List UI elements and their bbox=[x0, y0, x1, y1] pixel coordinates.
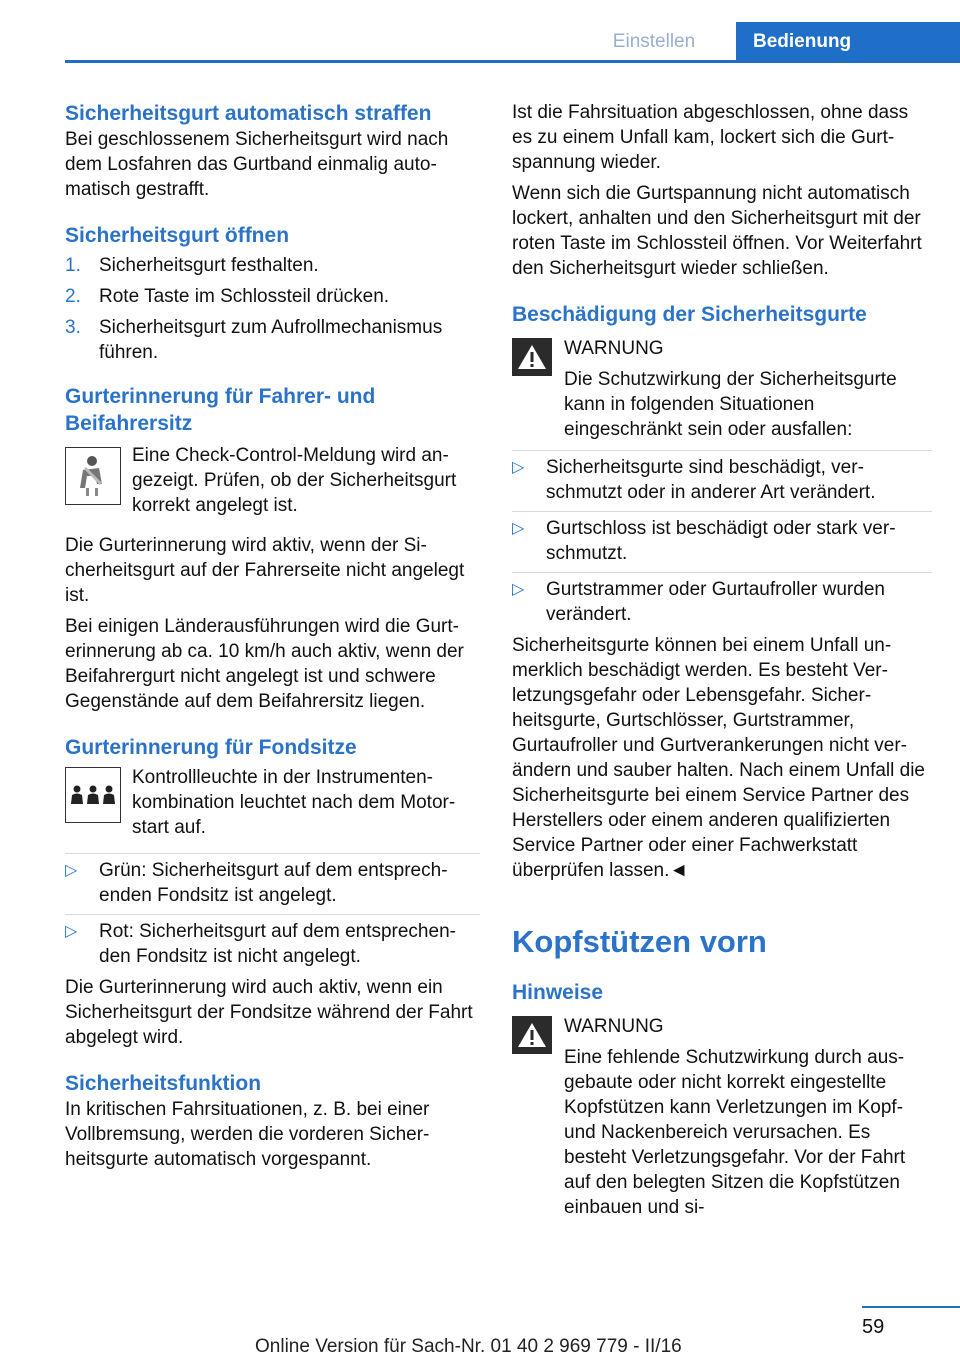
warning-text: Eine fehlende Schutzwirkung durch ausgebaute oder nicht korrekt eingestellte Kopfstützen kann Verletzungen im Kopf- und Nackenbereich verursachen. Es besteht Verletzungsgefahr. Vor der Fahrt auf den belegten Sitzen die Kopfstützen einbauen und si- bbox=[564, 1047, 906, 1218]
step-number: 1. bbox=[65, 255, 81, 276]
tab-einstellen[interactable]: Einstellen bbox=[612, 31, 696, 52]
warning-text-firstline bbox=[512, 1045, 932, 1220]
kontrollleuchte-block bbox=[65, 765, 480, 845]
bullet-text: Grün: Sicherheitsgurt auf dem entsprechenden Fondsitz ist angelegt. bbox=[99, 860, 448, 906]
step-text: Sicherheitsgurt festhalten. bbox=[99, 255, 319, 276]
heading-hinweise: Hinweise bbox=[512, 981, 604, 1004]
warning-title: WARNUNG bbox=[564, 338, 664, 359]
triangle-bullet-icon: ▷ bbox=[65, 923, 78, 940]
list-item bbox=[65, 284, 480, 309]
paragraph-gurterinnerung-aktiv: Die Gurterinnerung wird aktiv, wenn der Sicherheitsgurt auf der Fahrerseite nicht angelegt ist. bbox=[65, 535, 465, 606]
triangle-bullet-icon: ▷ bbox=[65, 862, 78, 879]
heading-fondsitze: Gurterinnerung für Fondsitze bbox=[65, 736, 357, 759]
warning-triangle-icon bbox=[512, 338, 552, 376]
footer-rule bbox=[862, 1306, 960, 1308]
heading-kopfstuetzen: Kopfstützen vorn bbox=[512, 924, 767, 959]
paragraph-gurtspannung-lockert: Ist die Fahrsituation abgeschlossen, ohne dass es zu einem Unfall kam, lockert sich die Gurtspannung wieder. bbox=[512, 102, 909, 173]
left-column bbox=[65, 100, 480, 1178]
step-number: 3. bbox=[65, 317, 81, 338]
seatbelt-warning-icon bbox=[65, 447, 121, 505]
paragraph-gurtspannung-manuell: Wenn sich die Gurtspannung nicht automatisch lockert, anhalten und den Sicherheitsgurt mit der roten Taste im Schlossteil öffnen. Vor Weiterfahrt den Sicherheitsgurt wieder schließen. bbox=[512, 183, 922, 279]
list-item bbox=[65, 858, 480, 908]
paragraph-straffen: Bei geschlossenem Sicherheitsgurt wird nach dem Losfahren das Gurtband einmalig automatisch gestrafft. bbox=[65, 129, 449, 200]
step-text: Rote Taste im Schlossteil drücken. bbox=[99, 286, 390, 307]
warning-block-kopfstuetzen bbox=[512, 1014, 932, 1220]
list-item bbox=[512, 455, 932, 505]
bullet-text: Sicherheitsgurte sind beschädigt, verschmutzt oder in anderer Art verändert. bbox=[546, 457, 876, 503]
list-item bbox=[512, 572, 932, 627]
heading-beschaedigung: Beschädigung der Sicherheitsgurte bbox=[512, 303, 867, 326]
warning-title: WARNUNG bbox=[564, 1016, 664, 1037]
list-item bbox=[65, 315, 480, 365]
list-item bbox=[65, 253, 480, 278]
check-control-block bbox=[65, 443, 480, 529]
paragraph-sicherheitsfunktion: In kritischen Fahrsituationen, z. B. bei einer Vollbremsung, werden die vorderen Sicherheitsgurte automatisch vorgespannt. bbox=[65, 1099, 430, 1170]
triangle-bullet-icon: ▷ bbox=[512, 581, 525, 598]
bullet-text: Rot: Sicherheitsgurt auf dem entsprechenden Fondsitz ist nicht angelegt. bbox=[99, 921, 456, 967]
warning-text: Die Schutzwirkung der Sicherheitsgurte kann in folgenden Situationen eingeschränkt sein oder ausfallen: bbox=[564, 369, 897, 440]
header-rule bbox=[65, 60, 960, 63]
paragraph-check-control: Eine Check-Control-Meldung wird angezeigt. Prüfen, ob der Sicherheitsgurt korrekt angelegt ist. bbox=[132, 445, 457, 516]
heading-gurterinnerung: Gurterinnerung für Fahrer- und Beifahrersitz bbox=[65, 385, 376, 435]
paragraph-laenderausfuehrungen: Bei einigen Länderausführungen wird die Gurterinnerung ab ca. 10 km/h auch aktiv, wenn der Beifahrergurt nicht angelegt ist und schwere Gegenstände auf dem Beifahrersitz liegen. bbox=[65, 616, 464, 712]
right-column bbox=[512, 100, 932, 1220]
heading-gurt-oeffnen: Sicherheitsgurt öffnen bbox=[65, 224, 290, 247]
paragraph-unfall: Sicherheitsgurte können bei einem Unfall unmerklich beschädigt werden. Es besteht Verletzungsgefahr oder Lebensgefahr. Sicherheitsgurte, Gurtschlösser, Gurtstrammer, Gurtaufroller und Gurtverankerungen nicht verändern und sauber halten. Nach einem Unfall die Sicherheitsgurte bei einem Service Partner des Herstellers oder einem anderen qualifizierten Service Partner oder einer Fachwerkstatt überprüfen lassen.◄ bbox=[512, 635, 925, 881]
warning-triangle-icon bbox=[512, 1016, 552, 1054]
warning-block-gurte bbox=[512, 336, 932, 442]
heading-gurt-straffen: Sicherheitsgurt automatisch straffen bbox=[65, 102, 432, 125]
fondsitze-status-list bbox=[65, 853, 480, 969]
online-version-footer: Online Version für Sach-Nr. 01 40 2 969 779 - II/16 bbox=[255, 1336, 682, 1357]
rear-seat-indicator-icon bbox=[65, 767, 121, 823]
bullet-text: Gurtschloss ist beschädigt oder stark verschmutzt. bbox=[546, 518, 896, 564]
page-number: 59 bbox=[862, 1316, 885, 1338]
warning-text-firstline bbox=[512, 367, 932, 442]
step-number: 2. bbox=[65, 286, 81, 307]
page-header bbox=[0, 0, 960, 62]
beschaedigung-list bbox=[512, 450, 932, 627]
list-item bbox=[512, 511, 932, 566]
tab-bedienung[interactable]: Bedienung bbox=[736, 22, 960, 60]
list-item bbox=[65, 914, 480, 969]
paragraph-fond-aktiv: Die Gurterinnerung wird auch aktiv, wenn ein Sicherheitsgurt der Fondsitze während der Fahrt abgelegt wird. bbox=[65, 977, 473, 1048]
steps-list bbox=[65, 253, 480, 365]
step-text: Sicherheitsgurt zum Aufrollmechanismus führen. bbox=[99, 317, 443, 363]
triangle-bullet-icon: ▷ bbox=[512, 520, 525, 537]
heading-sicherheitsfunktion: Sicherheitsfunktion bbox=[65, 1072, 262, 1095]
paragraph-kontrollleuchte: Kontrollleuchte in der Instrumentenkombination leuchtet nach dem Motorstart auf. bbox=[132, 767, 456, 838]
triangle-bullet-icon: ▷ bbox=[512, 459, 525, 476]
bullet-text: Gurtstrammer oder Gurtaufroller wurden verändert. bbox=[546, 579, 885, 625]
